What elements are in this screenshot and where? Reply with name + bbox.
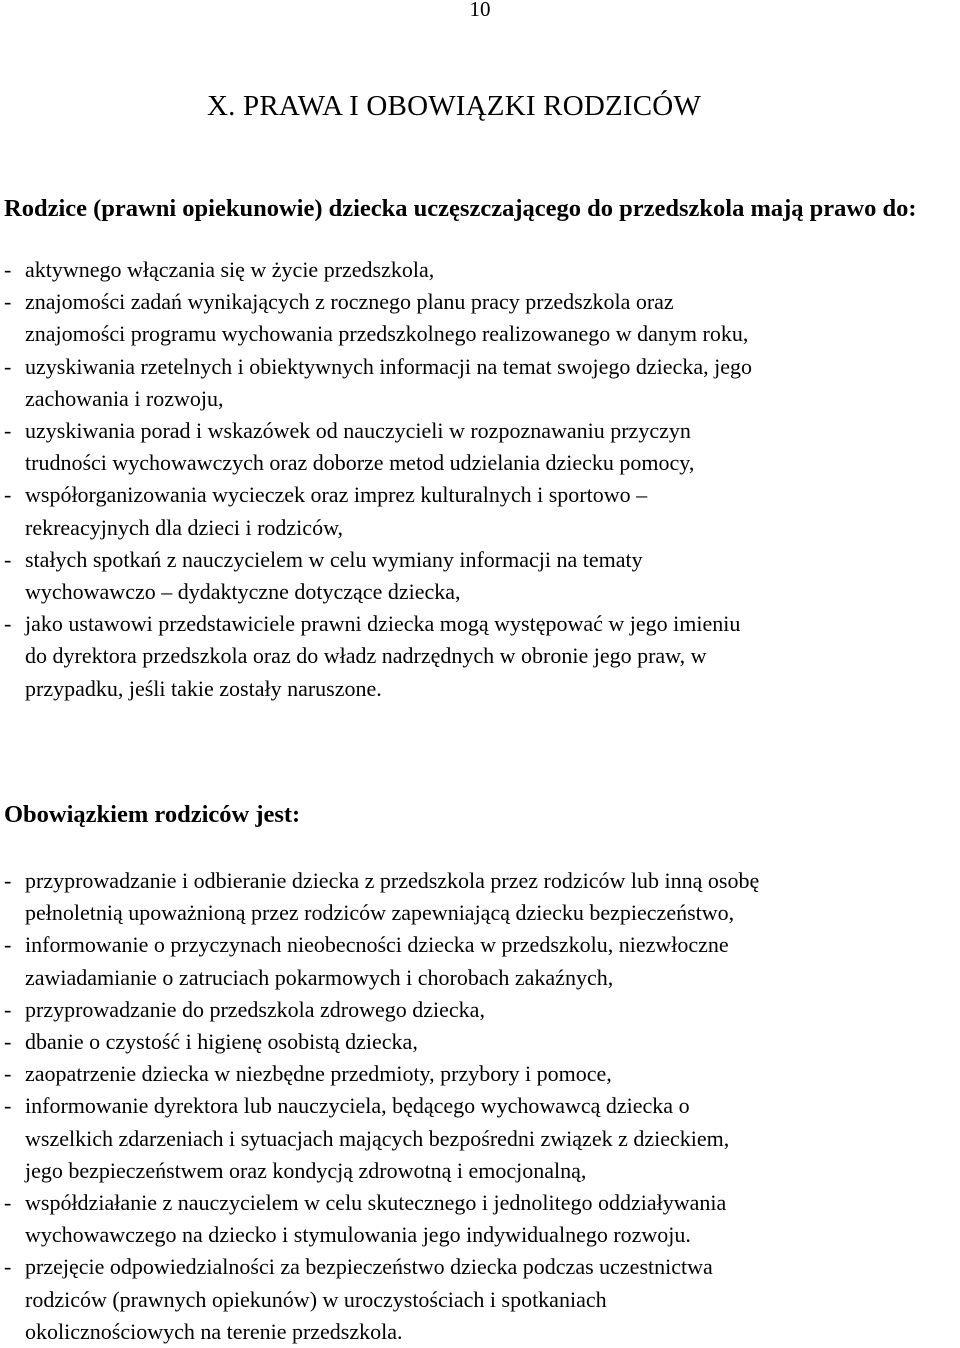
rights-item-text: uzyskiwania rzetelnych i obiektywnych informacji na temat swojego dziecka, jego zachowania i rozwoju, [25,353,752,411]
duties-item-text: dbanie o czystość i higienę osobistą dziecka, [25,1029,418,1055]
duties-section [4,799,956,1348]
duties-list [4,865,956,1348]
duties-list-item [4,1026,956,1058]
rights-list-item [4,286,956,350]
list-dash: - [4,1190,12,1216]
duties-item-text: współdziałanie z nauczycielem w celu skutecznego i jednolitego oddziaływania wychowawczego na dziecko i stymulowania jego indywidualnego rozwoju. [25,1190,727,1248]
list-dash: - [4,257,12,282]
rights-list-item [4,254,956,286]
rights-item-text: aktywnego włączania się w życie przedszkola, [25,257,435,282]
rights-list-item [4,415,956,479]
rights-item-text: znajomości zadań wynikających z rocznego planu pracy przedszkola oraz znajomości programu wychowania przedszkolnego realizowanego w danym roku, [25,289,749,347]
list-dash: - [4,868,12,893]
rights-item-text: uzyskiwania porad i wskazówek od nauczycieli w rozpoznawaniu przyczyn trudności wychowawczych oraz doborze metod udzielania dziecku pomocy, [25,418,695,476]
duties-list-item [4,1251,956,1348]
duties-item-text: przyprowadzanie i odbieranie dziecka z przedszkola przez rodziców lub inną osobę pełnoletnią upoważnioną przez rodziców zapewniającą dziecku bezpieczeństwo, [25,868,760,926]
list-dash: - [4,482,12,508]
duties-list-item [4,929,956,993]
duties-list-item [4,1090,956,1187]
rights-list-item [4,544,956,608]
duties-list-item [4,1187,956,1251]
duties-item-text: informowanie dyrektora lub nauczyciela, będącego wychowawcą dziecka o wszelkich zdarzeniach i sytuacjach mających bezpośredni związek z dzieckiem, jego bezpieczeństwem oraz kondycją zdrowotną i emocjonalną, [25,1093,730,1183]
list-dash: - [4,546,12,572]
rights-list [4,254,956,705]
rights-section [4,193,956,705]
duties-item-text: informowanie o przyczynach nieobecności dziecka w przedszkolu, niezwłoczne zawiadamianie o zatruciach pokarmowych i chorobach zakaźnych, [25,932,729,990]
rights-heading: Rodzice (prawni opiekunowie) dziecka uczęszczającego do przedszkola mają prawo do: [4,195,917,222]
list-dash: - [4,418,12,444]
rights-item-text: stałych spotkań z nauczycielem w celu wymiany informacji na tematy wychowawczo – dydaktyczne dotyczące dziecka, [25,546,643,605]
list-dash: - [4,1093,12,1119]
list-dash: - [4,611,12,637]
list-dash: - [4,289,12,315]
rights-item-text: współorganizowania wycieczek oraz imprez kulturalnych i sportowo – rekreacyjnych dla dzieci i rodziców, [25,482,648,540]
chapter-title: X. PRAWA I OBOWIĄZKI RODZICÓW [207,90,702,122]
duties-list-item [4,1058,956,1090]
duties-heading: Obowiązkiem rodziców jest: [4,801,301,828]
list-dash: - [4,353,12,379]
duties-item-text: zaopatrzenie dziecka w niezbędne przedmioty, przybory i pomoce, [25,1061,612,1087]
rights-list-item [4,351,956,415]
duties-list-item [4,865,956,929]
duties-item-text: przyprowadzanie do przedszkola zdrowego dziecka, [25,996,485,1022]
list-dash: - [4,1029,12,1055]
list-dash: - [4,1254,12,1280]
list-dash: - [4,996,12,1022]
page-number: 10 [469,0,491,21]
rights-list-item [4,479,956,543]
list-dash: - [4,1061,12,1087]
duties-item-text: przejęcie odpowiedzialności za bezpieczeństwo dziecka podczas uczestnictwa rodziców (prawnych opiekunów) w uroczystościach i spotkaniach okolicznościowych na terenie przedszkola. [25,1254,713,1344]
rights-item-text: jako ustawowi przedstawiciele prawni dziecka mogą występować w jego imieniu do dyrektora przedszkola oraz do władz nadrzędnych w obronie jego praw, w przypadku, jeśli takie zostały naruszone. [25,611,741,701]
list-dash: - [4,932,12,958]
rights-list-item [4,608,956,705]
duties-list-item [4,994,956,1026]
